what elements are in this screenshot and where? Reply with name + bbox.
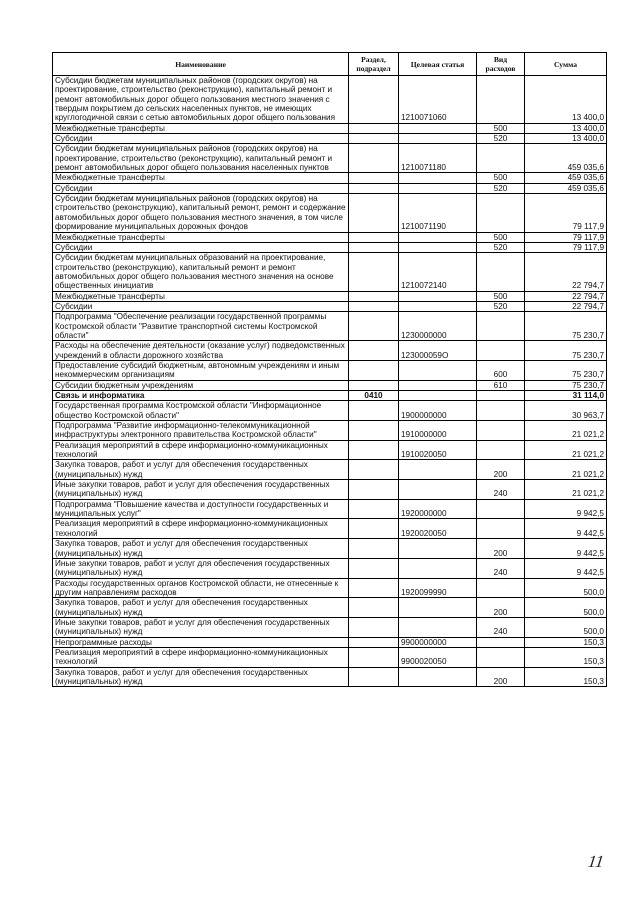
cell-name: Закупка товаров, работ и услуг для обеспечения государственных (муниципальных) нужд xyxy=(53,667,349,687)
cell-kind: 500 xyxy=(477,173,525,183)
cell-section xyxy=(349,380,399,390)
table-row xyxy=(53,253,607,291)
cell-target xyxy=(399,134,477,144)
cell-target xyxy=(399,360,477,380)
cell-kind xyxy=(477,647,525,667)
cell-sum: 13 400,0 xyxy=(525,134,607,144)
cell-section xyxy=(349,637,399,647)
cell-kind: 200 xyxy=(477,598,525,618)
cell-name: Реализация мероприятий в сфере информационно-коммуникационных технологий xyxy=(53,519,349,539)
cell-sum: 150,3 xyxy=(525,667,607,687)
table-row xyxy=(53,440,607,460)
cell-name: Межбюджетные трансферты xyxy=(53,232,349,242)
budget-document xyxy=(52,52,607,687)
cell-target: 1210072140 xyxy=(399,253,477,291)
cell-name: Закупка товаров, работ и услуг для обеспечения государственных (муниципальных) нужд xyxy=(53,460,349,480)
cell-sum: 22 794,7 xyxy=(525,301,607,311)
cell-kind: 200 xyxy=(477,539,525,559)
cell-name: Предоставление субсидий бюджетным, автономным учреждениям и иным некоммерческим организациям xyxy=(53,360,349,380)
cell-sum: 21 021,2 xyxy=(525,480,607,500)
cell-target: 1910020050 xyxy=(399,440,477,460)
table-row xyxy=(53,380,607,390)
cell-kind xyxy=(477,519,525,539)
table-row xyxy=(53,401,607,421)
cell-name: Межбюджетные трансферты xyxy=(53,291,349,301)
cell-kind: 500 xyxy=(477,123,525,133)
cell-name: Непрограммные расходы xyxy=(53,637,349,647)
table-row xyxy=(53,232,607,242)
cell-name: Иные закупки товаров, работ и услуг для обеспечения государственных (муниципальных) нужд xyxy=(53,558,349,578)
cell-target xyxy=(399,480,477,500)
cell-section: 0410 xyxy=(349,391,399,401)
cell-sum: 21 021,2 xyxy=(525,440,607,460)
cell-target: 123000059О xyxy=(399,341,477,361)
table-row xyxy=(53,242,607,252)
cell-name: Расходы на обеспечение деятельности (оказание услуг) подведомственных учреждений в области дорожного хозяйства xyxy=(53,341,349,361)
cell-section xyxy=(349,123,399,133)
table-row xyxy=(53,667,607,687)
cell-section xyxy=(349,312,399,341)
table-row xyxy=(53,480,607,500)
table-row xyxy=(53,123,607,133)
cell-name: Субсидии бюджетам муниципальных образований на проектирование, строительство (реконструкцию), капитальный ремонт и ремонт автомобильных дорог общего пользования местного значения на основе общественных инициатив xyxy=(53,253,349,291)
cell-target: 1210071180 xyxy=(399,144,477,173)
cell-name: Межбюджетные трансферты xyxy=(53,123,349,133)
cell-sum: 500,0 xyxy=(525,578,607,598)
cell-target: 1210071190 xyxy=(399,194,477,232)
cell-kind: 600 xyxy=(477,360,525,380)
header-name: Наименование xyxy=(53,53,349,76)
cell-sum: 459 035,6 xyxy=(525,173,607,183)
header-section: Раздел, подраздел xyxy=(349,53,399,76)
cell-name: Закупка товаров, работ и услуг для обеспечения государственных (муниципальных) нужд xyxy=(53,598,349,618)
cell-section xyxy=(349,539,399,559)
budget-table xyxy=(52,52,607,687)
cell-sum: 459 035,6 xyxy=(525,144,607,173)
cell-name: Субсидии xyxy=(53,134,349,144)
cell-section xyxy=(349,519,399,539)
cell-kind xyxy=(477,341,525,361)
cell-sum: 21 021,2 xyxy=(525,421,607,441)
cell-section xyxy=(349,134,399,144)
cell-name: Связь и информатика xyxy=(53,391,349,401)
table-row xyxy=(53,578,607,598)
table-row xyxy=(53,301,607,311)
cell-target: 9900000000 xyxy=(399,637,477,647)
cell-section xyxy=(349,76,399,124)
cell-sum: 21 021,2 xyxy=(525,460,607,480)
cell-sum: 500,0 xyxy=(525,617,607,637)
cell-sum: 75 230,7 xyxy=(525,380,607,390)
cell-section xyxy=(349,183,399,193)
cell-kind xyxy=(477,401,525,421)
cell-section xyxy=(349,242,399,252)
table-row xyxy=(53,598,607,618)
cell-name: Государственная программа Костромской области "Информационное общество Костромской области" xyxy=(53,401,349,421)
cell-section xyxy=(349,647,399,667)
cell-target xyxy=(399,667,477,687)
cell-name: Субсидии xyxy=(53,242,349,252)
cell-target: 1230000000 xyxy=(399,312,477,341)
cell-kind xyxy=(477,440,525,460)
cell-sum: 150,3 xyxy=(525,637,607,647)
cell-target xyxy=(399,232,477,242)
cell-sum: 9 942,5 xyxy=(525,499,607,519)
cell-kind xyxy=(477,637,525,647)
table-row xyxy=(53,360,607,380)
cell-sum: 13 400,0 xyxy=(525,123,607,133)
cell-name: Субсидии бюджетам муниципальных районов (городских округов) на проектирование, строительство (реконструкцию), капитальный ремонт и ремонт автомобильных дорог общего пользования населенных пунктов xyxy=(53,144,349,173)
cell-section xyxy=(349,617,399,637)
cell-target: 1910000000 xyxy=(399,421,477,441)
cell-section xyxy=(349,401,399,421)
cell-name: Расходы государственных органов Костромской области, не отнесенные к другим направлениям расходов xyxy=(53,578,349,598)
header-sum: Сумма xyxy=(525,53,607,76)
page-number: 11 xyxy=(586,852,606,871)
table-row xyxy=(53,173,607,183)
table-row xyxy=(53,312,607,341)
cell-sum: 22 794,7 xyxy=(525,291,607,301)
cell-name: Реализация мероприятий в сфере информационно-коммуникационных технологий xyxy=(53,647,349,667)
cell-target xyxy=(399,598,477,618)
cell-section xyxy=(349,558,399,578)
cell-section xyxy=(349,421,399,441)
cell-name: Субсидии бюджетным учреждениям xyxy=(53,380,349,390)
cell-name: Иные закупки товаров, работ и услуг для обеспечения государственных (муниципальных) нужд xyxy=(53,480,349,500)
cell-kind xyxy=(477,391,525,401)
cell-kind xyxy=(477,76,525,124)
cell-target: 1210071060 xyxy=(399,76,477,124)
cell-section xyxy=(349,341,399,361)
cell-section xyxy=(349,598,399,618)
cell-name: Подпрограмма "Развитие информационно-телекоммуникационной инфраструктуры электронного правительства Костромской области" xyxy=(53,421,349,441)
cell-section xyxy=(349,667,399,687)
cell-target xyxy=(399,380,477,390)
table-row xyxy=(53,421,607,441)
table-row xyxy=(53,341,607,361)
cell-target xyxy=(399,558,477,578)
table-row xyxy=(53,647,607,667)
cell-kind: 520 xyxy=(477,301,525,311)
cell-section xyxy=(349,144,399,173)
cell-sum: 79 117,9 xyxy=(525,232,607,242)
cell-section xyxy=(349,194,399,232)
table-row xyxy=(53,617,607,637)
cell-target xyxy=(399,183,477,193)
cell-name: Подпрограмма "Обеспечение реализации государственной программы Костромской области "Развитие транспортной системы Костромской области" xyxy=(53,312,349,341)
cell-sum: 9 442,5 xyxy=(525,558,607,578)
cell-name: Субсидии бюджетам муниципальных районов (городских округов) на строительство (реконструкцию), капитальный ремонт, ремонт и содержание автомобильных дорог общего пользования местного значения, в том числе формирование муниципальных дорожных фондов xyxy=(53,194,349,232)
cell-kind: 520 xyxy=(477,134,525,144)
cell-kind xyxy=(477,144,525,173)
cell-section xyxy=(349,499,399,519)
table-row xyxy=(53,291,607,301)
cell-kind: 240 xyxy=(477,617,525,637)
cell-sum: 13 400,0 xyxy=(525,76,607,124)
cell-target xyxy=(399,460,477,480)
cell-section xyxy=(349,480,399,500)
cell-target: 1900000000 xyxy=(399,401,477,421)
cell-name: Реализация мероприятий в сфере информационно-коммуникационных технологий xyxy=(53,440,349,460)
table-row xyxy=(53,499,607,519)
cell-sum: 79 117,9 xyxy=(525,242,607,252)
cell-sum: 459 035,6 xyxy=(525,183,607,193)
cell-kind xyxy=(477,578,525,598)
table-row xyxy=(53,539,607,559)
header-target: Целевая статья xyxy=(399,53,477,76)
table-row xyxy=(53,391,607,401)
cell-name: Межбюджетные трансферты xyxy=(53,173,349,183)
cell-sum: 75 230,7 xyxy=(525,341,607,361)
cell-target: 1920020050 xyxy=(399,519,477,539)
table-row xyxy=(53,558,607,578)
cell-section xyxy=(349,291,399,301)
cell-kind xyxy=(477,253,525,291)
cell-kind: 240 xyxy=(477,558,525,578)
cell-section xyxy=(349,253,399,291)
cell-target xyxy=(399,173,477,183)
cell-section xyxy=(349,460,399,480)
cell-name: Подпрограмма "Повышение качества и доступности государственных и муниципальных услуг" xyxy=(53,499,349,519)
cell-section xyxy=(349,360,399,380)
cell-kind: 520 xyxy=(477,183,525,193)
cell-name: Субсидии xyxy=(53,301,349,311)
table-row xyxy=(53,460,607,480)
cell-kind xyxy=(477,194,525,232)
cell-name: Субсидии xyxy=(53,183,349,193)
cell-target: 1920099990 xyxy=(399,578,477,598)
table-row xyxy=(53,76,607,124)
cell-sum: 79 117,9 xyxy=(525,194,607,232)
table-row xyxy=(53,519,607,539)
table-header xyxy=(53,53,607,76)
cell-target xyxy=(399,242,477,252)
cell-sum: 31 114,0 xyxy=(525,391,607,401)
table-row xyxy=(53,194,607,232)
cell-target: 1920000000 xyxy=(399,499,477,519)
cell-kind: 500 xyxy=(477,291,525,301)
table-row xyxy=(53,144,607,173)
cell-name: Закупка товаров, работ и услуг для обеспечения государственных (муниципальных) нужд xyxy=(53,539,349,559)
cell-target xyxy=(399,539,477,559)
cell-kind: 200 xyxy=(477,667,525,687)
cell-sum: 150,3 xyxy=(525,647,607,667)
cell-kind: 520 xyxy=(477,242,525,252)
table-row xyxy=(53,134,607,144)
cell-target xyxy=(399,123,477,133)
cell-section xyxy=(349,232,399,242)
cell-name: Субсидии бюджетам муниципальных районов (городских округов) на проектирование, строительство (реконструкцию), капитальный ремонт и ремонт автомобильных дорог общего пользования местного значения с твердым покрытием до сельских населенных пунктов, не имеющих круглогодичной связи с сетью автомобильных дорог общего пользования xyxy=(53,76,349,124)
cell-section xyxy=(349,578,399,598)
cell-name: Иные закупки товаров, работ и услуг для обеспечения государственных (муниципальных) нужд xyxy=(53,617,349,637)
cell-section xyxy=(349,440,399,460)
cell-sum: 500,0 xyxy=(525,598,607,618)
cell-kind xyxy=(477,312,525,341)
table-body xyxy=(53,76,607,687)
cell-kind: 500 xyxy=(477,232,525,242)
cell-sum: 9 442,5 xyxy=(525,519,607,539)
cell-kind xyxy=(477,421,525,441)
cell-target xyxy=(399,391,477,401)
cell-kind: 240 xyxy=(477,480,525,500)
cell-section xyxy=(349,301,399,311)
cell-target xyxy=(399,301,477,311)
cell-kind: 200 xyxy=(477,460,525,480)
table-row xyxy=(53,637,607,647)
cell-target: 9900020050 xyxy=(399,647,477,667)
cell-sum: 30 963,7 xyxy=(525,401,607,421)
cell-sum: 22 794,7 xyxy=(525,253,607,291)
cell-target xyxy=(399,291,477,301)
cell-sum: 9 442,5 xyxy=(525,539,607,559)
cell-kind: 610 xyxy=(477,380,525,390)
cell-target xyxy=(399,617,477,637)
table-row xyxy=(53,183,607,193)
cell-sum: 75 230,7 xyxy=(525,360,607,380)
cell-kind xyxy=(477,499,525,519)
cell-section xyxy=(349,173,399,183)
header-kind: Вид расходов xyxy=(477,53,525,76)
cell-sum: 75 230,7 xyxy=(525,312,607,341)
